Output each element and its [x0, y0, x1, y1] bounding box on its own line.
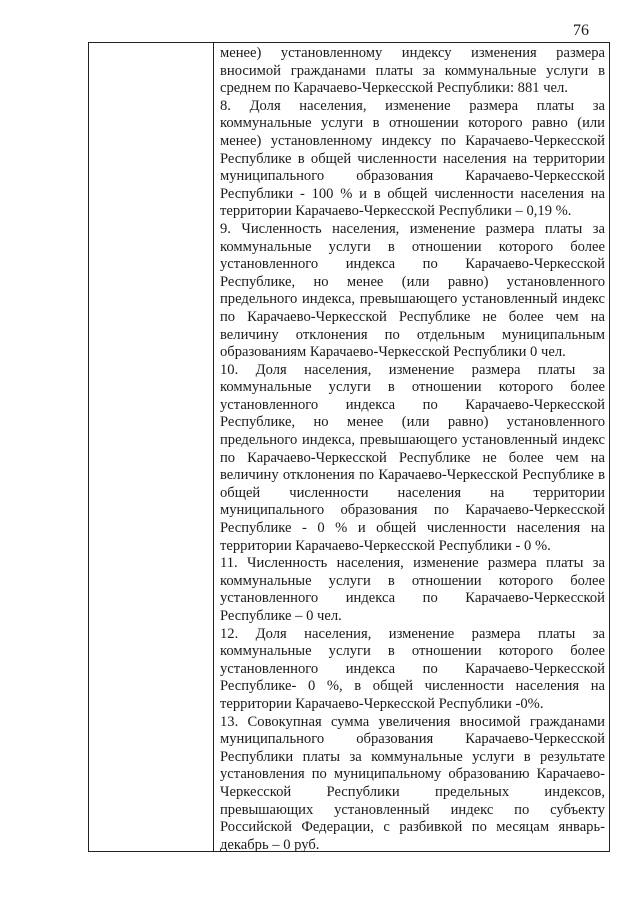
paragraph-item-13: 13. Совокупная сумма увеличения вносимой гражданами муниципального образования Карачаево-Черкесской Республики платы за коммунальные услуги в результате установления по муниципальному образованию Карачаево-Черкесской Республики предельных индексов, превышающих установленный индекс по субъекту Российской Федерации, с разбивкой по месяцам январь-декабрь – 0 руб.	[220, 713, 605, 853]
paragraph-continuation: менее) установленному индексу изменения размера вносимой гражданами платы за коммунальные услуги в среднем по Карачаево-Черкесской Республики: 881 чел.	[220, 45, 605, 97]
paragraph-item-8: 8. Доля населения, изменение размера платы за коммунальные услуги в отношении которого равно (или менее) установленному индексу по Карачаево-Черкесской Республике в общей численности населения на территории муниципального образования Карачаево-Черкесской Республики - 100 % и в общей численности населения на территории Карачаево-Черкесской Республики – 0,19 %.	[220, 97, 605, 220]
paragraph-item-10: 10. Доля населения, изменение размера платы за коммунальные услуги в отношении которого более установленного индекса по Карачаево-Черкесской Республике, но менее (или равно) установленного предельного индекса, превышающего установленный индекс по Карачаево-Черкесской Республике не более чем на величину отклонения по Карачаево-Черкесской Республике в общей численности населения на территории муниципального образования по Карачаево-Черкесской Республике - 0 % и общей численности населения на территории Карачаево-Черкесской Республики - 0 %.	[220, 361, 605, 554]
paragraph-item-9: 9. Численность населения, изменение размера платы за коммунальные услуги в отношении которого более установленного индекса по Карачаево-Черкесской Республике, но менее (или равно) установленного предельного индекса, превышающего установленный индекс по Карачаево-Черкесской Республике не более чем на величину отклонения по отдельным муниципальным образованиям Карачаево-Черкесской Республики 0 чел.	[220, 220, 605, 361]
table-left-column	[89, 43, 214, 851]
paragraph-item-11: 11. Численность населения, изменение размера платы за коммунальные услуги в отношении которого более установленного индекса по Карачаево-Черкесской Республике – 0 чел.	[220, 555, 605, 624]
page-number: 76	[573, 22, 589, 39]
paragraph-item-12: 12. Доля населения, изменение размера платы за коммунальные услуги в отношении которого более установленного индекса по Карачаево-Черкесской Республике- 0 %, в общей численности населения на территории Карачаево-Черкесской Республики -0%.	[220, 625, 605, 712]
document-table	[88, 42, 610, 852]
table-right-column	[214, 43, 609, 851]
